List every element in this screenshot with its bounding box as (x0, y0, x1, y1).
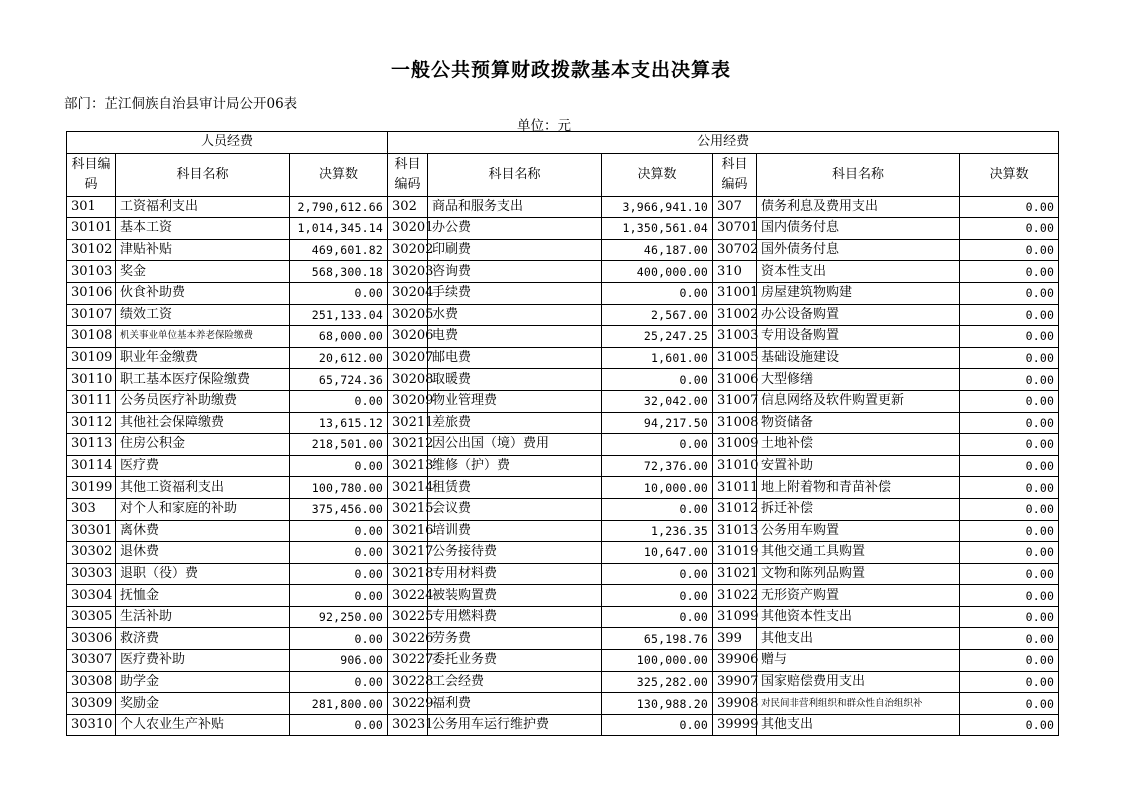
cell-code: 30205 (388, 304, 428, 326)
cell-amount: 68,000.00 (290, 326, 388, 348)
cell-name: 国家赔偿费用支出 (757, 671, 960, 693)
table-row (67, 542, 1059, 564)
cell-name: 物业管理费 (428, 390, 602, 412)
cell-code: 30212 (388, 434, 428, 456)
cell-name: 基本工资 (116, 218, 290, 240)
group-header-public: 公用经费 (388, 132, 1059, 154)
cell-code: 30301 (67, 520, 116, 542)
cell-code: 30224 (388, 585, 428, 607)
col-header-name: 科目名称 (428, 153, 602, 196)
cell-name: 租赁费 (428, 477, 602, 499)
cell-amount: 32,042.00 (602, 390, 713, 412)
cell-code: 399 (713, 628, 757, 650)
cell-code: 30108 (67, 326, 116, 348)
cell-code: 30229 (388, 693, 428, 715)
cell-amount: 0.00 (602, 369, 713, 391)
cell-code: 30114 (67, 455, 116, 477)
cell-code: 30214 (388, 477, 428, 499)
cell-amount: 568,300.18 (290, 261, 388, 283)
group-header-personnel: 人员经费 (67, 132, 388, 154)
cell-code: 30113 (67, 434, 116, 456)
cell-code: 31005 (713, 347, 757, 369)
table-row (67, 714, 1059, 736)
table-row (67, 650, 1059, 672)
cell-amount: 0.00 (960, 477, 1059, 499)
cell-name: 取暖费 (428, 369, 602, 391)
cell-code: 30102 (67, 239, 116, 261)
cell-name: 国外债务付息 (757, 239, 960, 261)
cell-name: 专用燃料费 (428, 606, 602, 628)
cell-code: 30303 (67, 563, 116, 585)
cell-code: 30217 (388, 542, 428, 564)
cell-name: 地上附着物和青苗补偿 (757, 477, 960, 499)
cell-name: 退职（役）费 (116, 563, 290, 585)
cell-amount: 0.00 (960, 282, 1059, 304)
cell-code: 30204 (388, 282, 428, 304)
cell-code: 31001 (713, 282, 757, 304)
cell-name: 公务用车运行维护费 (428, 714, 602, 736)
cell-amount: 0.00 (960, 196, 1059, 218)
cell-code: 31099 (713, 606, 757, 628)
cell-code: 31008 (713, 412, 757, 434)
table-row (67, 563, 1059, 585)
cell-code: 30215 (388, 498, 428, 520)
cell-name: 其他资本性支出 (757, 606, 960, 628)
table-row (67, 693, 1059, 715)
cell-name: 专用材料费 (428, 563, 602, 585)
cell-code: 30701 (713, 218, 757, 240)
cell-name: 资本性支出 (757, 261, 960, 283)
cell-name: 津贴补贴 (116, 239, 290, 261)
cell-code: 31021 (713, 563, 757, 585)
cell-name: 房屋建筑物购建 (757, 282, 960, 304)
cell-amount: 0.00 (960, 714, 1059, 736)
cell-name: 安置补助 (757, 455, 960, 477)
cell-amount: 2,790,612.66 (290, 196, 388, 218)
cell-amount: 1,014,345.14 (290, 218, 388, 240)
cell-code: 30111 (67, 390, 116, 412)
cell-amount: 130,988.20 (602, 693, 713, 715)
cell-code: 30231 (388, 714, 428, 736)
cell-amount: 72,376.00 (602, 455, 713, 477)
cell-name: 机关事业单位基本养老保险缴费 (116, 326, 290, 348)
cell-name: 电费 (428, 326, 602, 348)
table-row (67, 455, 1059, 477)
cell-code: 31003 (713, 326, 757, 348)
cell-name: 土地补偿 (757, 434, 960, 456)
cell-name: 物资储备 (757, 412, 960, 434)
table-row (67, 498, 1059, 520)
cell-code: 307 (713, 196, 757, 218)
cell-amount: 0.00 (960, 239, 1059, 261)
cell-amount: 0.00 (290, 520, 388, 542)
cell-code: 39906 (713, 650, 757, 672)
col-header-code: 科目编码 (67, 153, 116, 196)
cell-code: 31010 (713, 455, 757, 477)
cell-amount: 0.00 (290, 542, 388, 564)
cell-name: 离休费 (116, 520, 290, 542)
cell-name: 福利费 (428, 693, 602, 715)
unit-label: 单位：元 (517, 118, 571, 134)
col-header-amount: 决算数 (602, 153, 713, 196)
cell-code: 30107 (67, 304, 116, 326)
cell-name: 其他支出 (757, 714, 960, 736)
cell-amount: 0.00 (290, 628, 388, 650)
cell-code: 30218 (388, 563, 428, 585)
cell-code: 30110 (67, 369, 116, 391)
cell-code: 31013 (713, 520, 757, 542)
table-row (67, 671, 1059, 693)
cell-amount: 20,612.00 (290, 347, 388, 369)
cell-code: 31007 (713, 390, 757, 412)
cell-amount: 1,350,561.04 (602, 218, 713, 240)
cell-name: 助学金 (116, 671, 290, 693)
cell-name: 国内债务付息 (757, 218, 960, 240)
cell-code: 31009 (713, 434, 757, 456)
cell-amount: 0.00 (960, 498, 1059, 520)
cell-amount: 2,567.00 (602, 304, 713, 326)
cell-code: 31011 (713, 477, 757, 499)
cell-name: 咨询费 (428, 261, 602, 283)
cell-amount: 0.00 (960, 218, 1059, 240)
cell-code: 30213 (388, 455, 428, 477)
cell-name: 公务用车购置 (757, 520, 960, 542)
cell-amount: 325,282.00 (602, 671, 713, 693)
cell-amount: 0.00 (290, 563, 388, 585)
cell-code: 39907 (713, 671, 757, 693)
cell-name: 工会经费 (428, 671, 602, 693)
cell-code: 30306 (67, 628, 116, 650)
cell-name: 被装购置费 (428, 585, 602, 607)
cell-code: 303 (67, 498, 116, 520)
cell-name: 公务接待费 (428, 542, 602, 564)
cell-name: 文物和陈列品购置 (757, 563, 960, 585)
cell-name: 奖金 (116, 261, 290, 283)
cell-name: 退休费 (116, 542, 290, 564)
cell-amount: 0.00 (602, 606, 713, 628)
col-header-code: 科目编码 (388, 153, 428, 196)
table-row (67, 326, 1059, 348)
cell-amount: 1,236.35 (602, 520, 713, 542)
cell-name: 职业年金缴费 (116, 347, 290, 369)
table-row (67, 218, 1059, 240)
cell-amount: 0.00 (290, 714, 388, 736)
cell-name: 信息网络及软件购置更新 (757, 390, 960, 412)
cell-code: 30226 (388, 628, 428, 650)
cell-amount: 0.00 (960, 369, 1059, 391)
cell-name: 其他交通工具购置 (757, 542, 960, 564)
cell-name: 办公设备购置 (757, 304, 960, 326)
cell-code: 30216 (388, 520, 428, 542)
cell-name: 住房公积金 (116, 434, 290, 456)
cell-name: 医疗费 (116, 455, 290, 477)
cell-code: 301 (67, 196, 116, 218)
cell-amount: 0.00 (960, 455, 1059, 477)
cell-amount: 0.00 (602, 585, 713, 607)
cell-code: 30310 (67, 714, 116, 736)
cell-code: 31002 (713, 304, 757, 326)
cell-code: 30208 (388, 369, 428, 391)
table-row (67, 239, 1059, 261)
cell-name: 培训费 (428, 520, 602, 542)
cell-code: 310 (713, 261, 757, 283)
table-row (67, 520, 1059, 542)
cell-name: 公务员医疗补助缴费 (116, 390, 290, 412)
cell-code: 31012 (713, 498, 757, 520)
cell-code: 30202 (388, 239, 428, 261)
cell-name: 其他社会保障缴费 (116, 412, 290, 434)
cell-amount: 0.00 (602, 714, 713, 736)
cell-name: 医疗费补助 (116, 650, 290, 672)
table-row (67, 304, 1059, 326)
cell-amount: 13,615.12 (290, 412, 388, 434)
table-row (67, 282, 1059, 304)
cell-name: 生活补助 (116, 606, 290, 628)
cell-amount: 10,000.00 (602, 477, 713, 499)
table-row (67, 261, 1059, 283)
cell-name: 大型修缮 (757, 369, 960, 391)
cell-name: 无形资产购置 (757, 585, 960, 607)
cell-name: 其他支出 (757, 628, 960, 650)
page-title: 一般公共预算财政拨款基本支出决算表 (390, 59, 731, 81)
cell-code: 30302 (67, 542, 116, 564)
table-row (67, 347, 1059, 369)
cell-amount: 0.00 (960, 261, 1059, 283)
cell-code: 31022 (713, 585, 757, 607)
cell-amount: 0.00 (602, 498, 713, 520)
cell-code: 30203 (388, 261, 428, 283)
cell-name: 伙食补助费 (116, 282, 290, 304)
cell-amount: 251,133.04 (290, 304, 388, 326)
cell-amount: 0.00 (960, 542, 1059, 564)
cell-amount: 0.00 (290, 282, 388, 304)
cell-name: 差旅费 (428, 412, 602, 434)
cell-name: 对民间非营利组织和群众性自治组织补 (757, 693, 960, 715)
cell-code: 30103 (67, 261, 116, 283)
cell-name: 绩效工资 (116, 304, 290, 326)
cell-code: 30225 (388, 606, 428, 628)
cell-amount: 0.00 (602, 434, 713, 456)
cell-amount: 100,780.00 (290, 477, 388, 499)
cell-amount: 0.00 (960, 606, 1059, 628)
cell-amount: 0.00 (960, 628, 1059, 650)
table-row (67, 606, 1059, 628)
cell-name: 个人农业生产补贴 (116, 714, 290, 736)
cell-name: 会议费 (428, 498, 602, 520)
cell-amount: 0.00 (290, 671, 388, 693)
cell-amount: 0.00 (290, 585, 388, 607)
cell-amount: 0.00 (960, 671, 1059, 693)
cell-name: 委托业务费 (428, 650, 602, 672)
cell-amount: 469,601.82 (290, 239, 388, 261)
table-row (67, 477, 1059, 499)
cell-amount: 0.00 (960, 563, 1059, 585)
cell-code: 30228 (388, 671, 428, 693)
cell-name: 印刷费 (428, 239, 602, 261)
cell-code: 30199 (67, 477, 116, 499)
cell-code: 30206 (388, 326, 428, 348)
cell-amount: 400,000.00 (602, 261, 713, 283)
cell-amount: 0.00 (290, 390, 388, 412)
cell-name: 工资福利支出 (116, 196, 290, 218)
cell-name: 手续费 (428, 282, 602, 304)
col-header-name: 科目名称 (757, 153, 960, 196)
cell-amount: 0.00 (960, 347, 1059, 369)
cell-code: 30207 (388, 347, 428, 369)
cell-code: 30211 (388, 412, 428, 434)
cell-code: 31006 (713, 369, 757, 391)
cell-name: 邮电费 (428, 347, 602, 369)
cell-amount: 218,501.00 (290, 434, 388, 456)
table-row (67, 412, 1059, 434)
cell-name: 抚恤金 (116, 585, 290, 607)
col-header-amount: 决算数 (960, 153, 1059, 196)
department-label: 部门：芷江侗族自治县审计局公开06表 (64, 96, 298, 112)
cell-amount: 46,187.00 (602, 239, 713, 261)
cell-code: 30227 (388, 650, 428, 672)
col-header-name: 科目名称 (116, 153, 290, 196)
cell-amount: 94,217.50 (602, 412, 713, 434)
cell-code: 39999 (713, 714, 757, 736)
cell-name: 其他工资福利支出 (116, 477, 290, 499)
col-header-amount: 决算数 (290, 153, 388, 196)
cell-amount: 10,647.00 (602, 542, 713, 564)
cell-amount: 3,966,941.10 (602, 196, 713, 218)
cell-amount: 0.00 (602, 282, 713, 304)
table-row (67, 196, 1059, 218)
table-row (67, 585, 1059, 607)
cell-amount: 0.00 (960, 390, 1059, 412)
cell-name: 维修（护）费 (428, 455, 602, 477)
cell-amount: 0.00 (290, 455, 388, 477)
cell-name: 基础设施建设 (757, 347, 960, 369)
cell-amount: 375,456.00 (290, 498, 388, 520)
cell-code: 30209 (388, 390, 428, 412)
table-row (67, 628, 1059, 650)
cell-code: 30702 (713, 239, 757, 261)
cell-amount: 92,250.00 (290, 606, 388, 628)
cell-amount: 0.00 (960, 434, 1059, 456)
cell-amount: 906.00 (290, 650, 388, 672)
cell-name: 拆迁补偿 (757, 498, 960, 520)
cell-amount: 0.00 (960, 585, 1059, 607)
cell-amount: 0.00 (602, 563, 713, 585)
cell-code: 30101 (67, 218, 116, 240)
cell-code: 30307 (67, 650, 116, 672)
cell-amount: 25,247.25 (602, 326, 713, 348)
cell-amount: 0.00 (960, 326, 1059, 348)
cell-code: 30112 (67, 412, 116, 434)
cell-name: 办公费 (428, 218, 602, 240)
cell-amount: 1,601.00 (602, 347, 713, 369)
cell-name: 商品和服务支出 (428, 196, 602, 218)
cell-amount: 0.00 (960, 693, 1059, 715)
table-row (67, 390, 1059, 412)
cell-name: 救济费 (116, 628, 290, 650)
cell-code: 31019 (713, 542, 757, 564)
cell-amount: 0.00 (960, 520, 1059, 542)
cell-name: 债务利息及费用支出 (757, 196, 960, 218)
cell-code: 39908 (713, 693, 757, 715)
cell-amount: 0.00 (960, 304, 1059, 326)
cell-amount: 0.00 (960, 650, 1059, 672)
cell-amount: 100,000.00 (602, 650, 713, 672)
col-header-code: 科目编码 (713, 153, 757, 196)
cell-amount: 65,724.36 (290, 369, 388, 391)
cell-name: 赠与 (757, 650, 960, 672)
cell-name: 专用设备购置 (757, 326, 960, 348)
cell-name: 劳务费 (428, 628, 602, 650)
cell-code: 30308 (67, 671, 116, 693)
cell-code: 30309 (67, 693, 116, 715)
cell-code: 30304 (67, 585, 116, 607)
cell-amount: 65,198.76 (602, 628, 713, 650)
expenditure-table (66, 131, 1059, 736)
cell-name: 因公出国（境）费用 (428, 434, 602, 456)
cell-code: 30305 (67, 606, 116, 628)
cell-name: 水费 (428, 304, 602, 326)
table-row (67, 434, 1059, 456)
cell-name: 职工基本医疗保险缴费 (116, 369, 290, 391)
cell-amount: 281,800.00 (290, 693, 388, 715)
cell-amount: 0.00 (960, 412, 1059, 434)
cell-code: 302 (388, 196, 428, 218)
cell-code: 30201 (388, 218, 428, 240)
cell-code: 30109 (67, 347, 116, 369)
cell-code: 30106 (67, 282, 116, 304)
cell-name: 奖励金 (116, 693, 290, 715)
cell-name: 对个人和家庭的补助 (116, 498, 290, 520)
table-row (67, 369, 1059, 391)
